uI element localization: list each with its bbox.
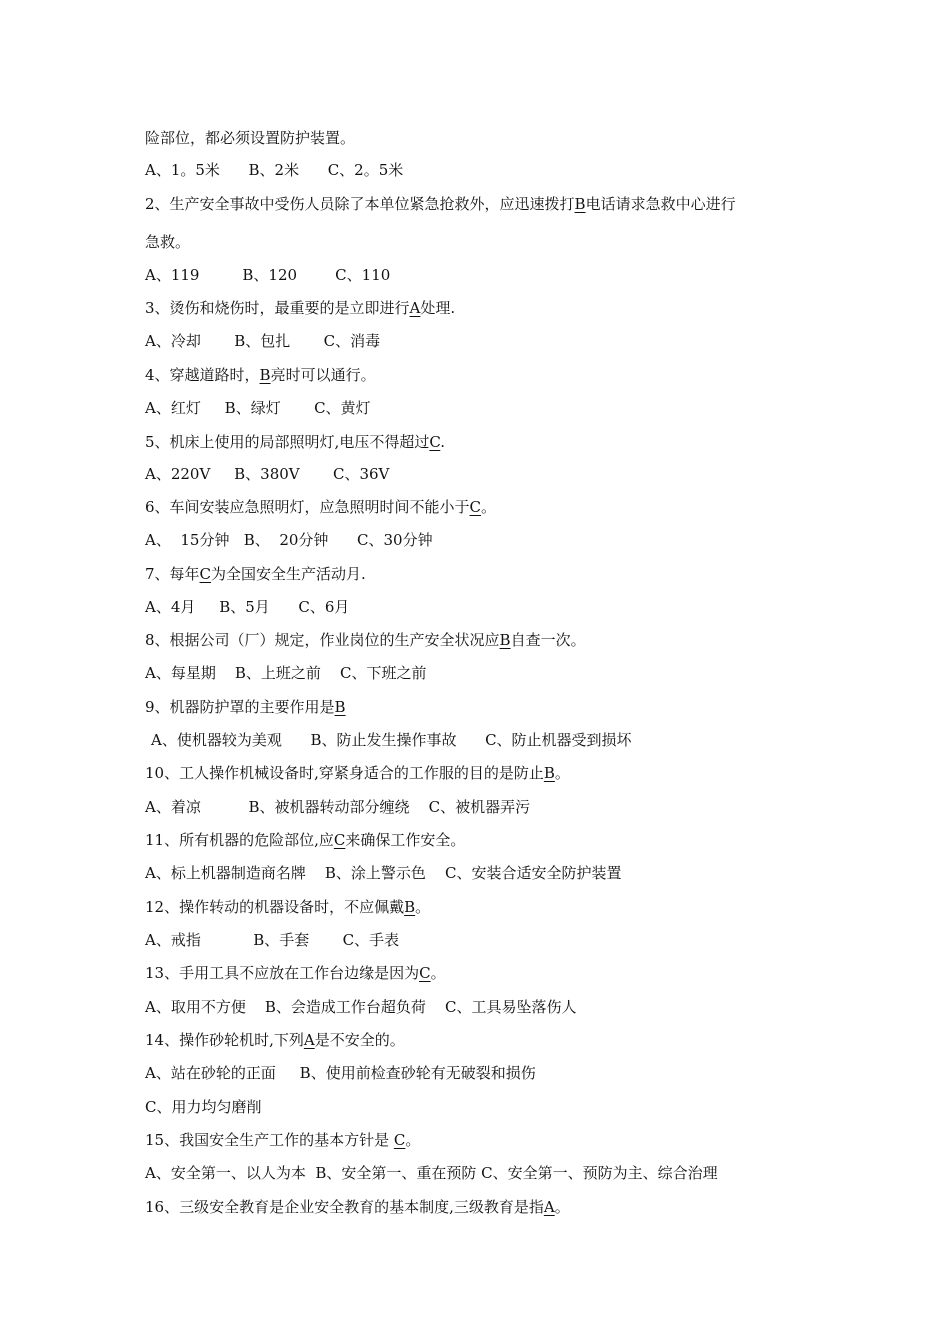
answer-options-line: A、1。5米 B、2米 C、2。5米	[145, 161, 404, 179]
question-line	[145, 432, 445, 452]
answer-blank: B	[404, 898, 416, 916]
question-text-suffix: 。	[554, 1198, 570, 1216]
question-text-suffix: 为全国安全生产活动月.	[211, 565, 366, 583]
question-text-suffix: 。	[415, 898, 431, 916]
answer-blank: C	[469, 498, 482, 516]
answer-options-line: A、安全第一、以人为本 B、安全第一、重在预防 C、安全第一、预防为主、综合治理	[145, 1164, 718, 1182]
text-line: 险部位，都必须设置防护装置。	[145, 129, 356, 147]
answer-options-line: A、220V B、380V C、36V	[145, 465, 390, 483]
answer-options-line: A、红灯 B、绿灯 C、黄灯	[145, 399, 371, 417]
question-line	[145, 630, 586, 650]
answer-options-line: A、着凉 B、被机器转动部分缠绕 C、被机器弄污	[145, 798, 531, 816]
answer-options-line: A、4月 B、5月 C、6月	[145, 598, 350, 616]
question-line	[145, 298, 455, 318]
answer-options-line: A、使机器较为美观 B、防止发生操作事故 C、防止机器受到损坏	[151, 731, 632, 749]
question-text-suffix: 电话请求急救中心进行	[585, 195, 736, 213]
answer-blank: C	[199, 565, 212, 583]
question-text-suffix: 来确保工作安全。	[345, 831, 466, 849]
question-text: 15、我国安全生产工作的基本方针是	[145, 1131, 394, 1149]
question-line	[145, 897, 430, 917]
question-text-suffix: 是不安全的。	[314, 1031, 405, 1049]
answer-blank: A	[543, 1198, 555, 1216]
question-text: 4、穿越道路时，	[145, 366, 260, 384]
question-line	[145, 763, 570, 783]
answer-blank: A	[303, 1031, 315, 1049]
answer-blank: A	[409, 299, 421, 317]
question-line	[145, 1030, 405, 1050]
question-text: 3、烫伤和烧伤时，最重要的是立即进行	[145, 299, 410, 317]
answer-blank: C	[429, 433, 441, 451]
question-line	[145, 497, 496, 517]
question-text-suffix: .	[440, 433, 446, 451]
question-line	[145, 1130, 420, 1150]
question-line	[145, 963, 446, 983]
answer-options-line: C、用力均匀磨削	[145, 1098, 262, 1116]
answer-blank: C	[333, 831, 346, 849]
question-text: 8、根据公司（厂）规定，作业岗位的生产安全状况应	[145, 631, 500, 649]
answer-blank: C	[419, 964, 431, 982]
question-line	[145, 697, 346, 717]
question-text-suffix: 亮时可以通行。	[270, 366, 376, 384]
answer-options-line: A、冷却 B、包扎 C、消毒	[145, 332, 381, 350]
question-text-suffix: 。	[405, 1131, 421, 1149]
answer-options-line: A、标上机器制造商名牌 B、涂上警示色 C、安装合适安全防护装置	[145, 864, 622, 882]
answer-options-line: A、站在砂轮的正面 B、使用前检查砂轮有无破裂和损伤	[145, 1064, 536, 1082]
answer-options-line: A、119 B、120 C、110	[145, 266, 391, 284]
question-text: 12、操作转动的机器设备时，不应佩戴	[145, 898, 405, 916]
answer-blank: B	[574, 195, 586, 213]
question-text: 13、手用工具不应放在工作台边缘是因为	[145, 964, 420, 982]
question-text: 11、所有机器的危险部位,应	[145, 831, 334, 849]
question-text: 10、工人操作机械设备时,穿紧身适合的工作服的目的是防止	[145, 764, 544, 782]
question-line	[145, 564, 366, 584]
question-line	[145, 1197, 570, 1217]
answer-options-line: A、戒指 B、手套 C、手表	[145, 931, 400, 949]
question-text: 2、生产安全事故中受伤人员除了本单位紧急抢救外，应迅速拨打	[145, 195, 575, 213]
text-line: 急救。	[145, 233, 191, 251]
question-text: 16、三级安全教育是企业安全教育的基本制度,三级教育是指	[145, 1198, 544, 1216]
answer-blank: B	[543, 764, 555, 782]
question-text: 14、操作砂轮机时,下列	[145, 1031, 304, 1049]
question-text-suffix: 处理.	[420, 299, 456, 317]
answer-blank: C	[393, 1131, 406, 1149]
answer-blank: B	[334, 698, 346, 716]
question-text-suffix: 。	[481, 498, 497, 516]
question-text: 7、每年	[145, 565, 200, 583]
question-text-suffix: 。	[554, 764, 570, 782]
question-line	[145, 194, 736, 214]
answer-blank: B	[499, 631, 511, 649]
question-text: 6、车间安装应急照明灯，应急照明时间不能小于	[145, 498, 470, 516]
question-line	[145, 365, 376, 385]
answer-options-line: A、每星期 B、上班之前 C、下班之前	[145, 664, 427, 682]
answer-options-line: A、取用不方便 B、会造成工作台超负荷 C、工具易坠落伤人	[145, 998, 577, 1016]
question-text-suffix: 自查一次。	[510, 631, 586, 649]
question-text: 5、机床上使用的局部照明灯,电压不得超过	[145, 433, 430, 451]
answer-options-line: A、 15分钟 B、 20分钟 C、30分钟	[145, 531, 433, 549]
question-text-suffix: 。	[430, 964, 446, 982]
question-text: 9、机器防护罩的主要作用是	[145, 698, 335, 716]
answer-blank: B	[259, 366, 271, 384]
question-line	[145, 830, 465, 850]
